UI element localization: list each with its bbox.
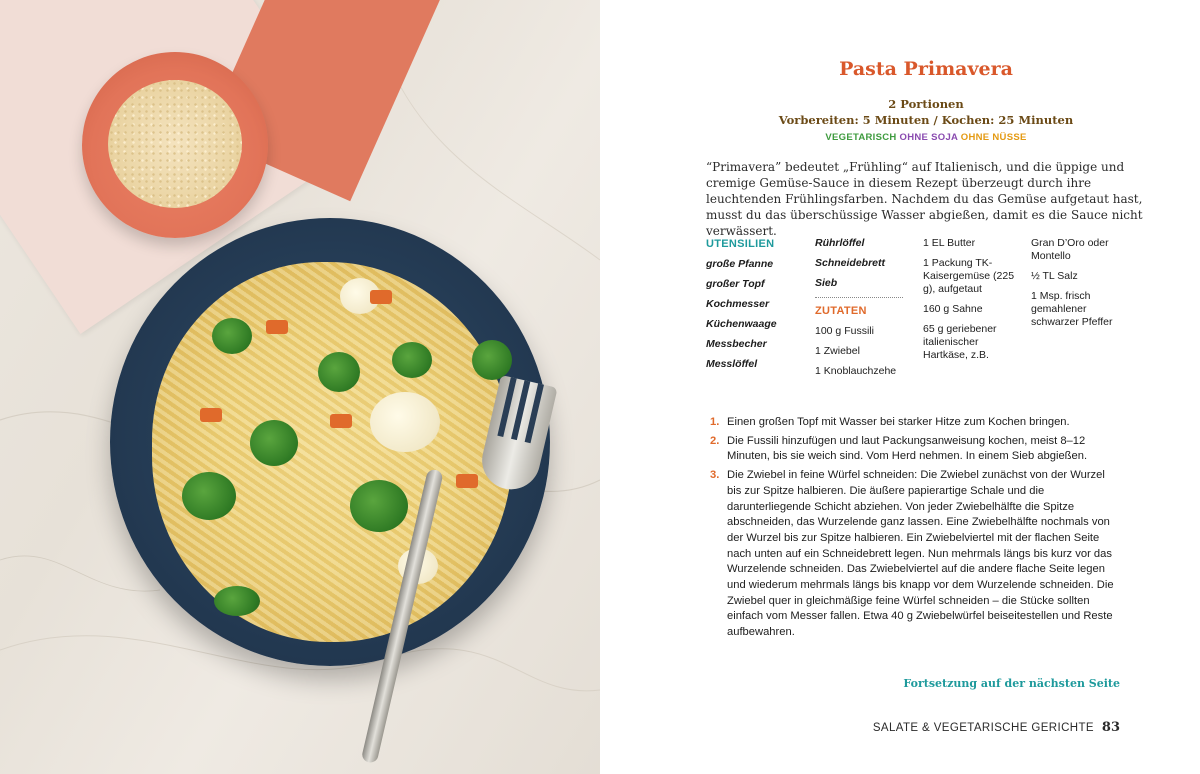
broccoli: [212, 318, 252, 354]
prep-cook-times: Vorbereiten: 5 Minuten / Kochen: 25 Minuten: [778, 113, 1074, 127]
ingredient-item: ½ TL Salz: [1031, 270, 1078, 282]
carrot: [330, 414, 352, 428]
tag-no-soy: OHNE SOJA: [899, 132, 958, 143]
step-text: Die Zwiebel in feine Würfel schneiden: Die Zwiebel zunächst von der Wurzel bis zur Spitze halbieren. Die äußere papierartige Schale und die darunterliegende Schicht abziehen. Von jeder Zwiebelhälfte die Spitze abschneiden, das Wurzelende ganz lassen. Eine Zwiebelhälfte nochmals von der Wurzel bis zur Spitze halbieren. Ein Zwiebelviertel mit der flachen Seite nach unten auf ein Schneidebrett legen. Nun mehrmals längs bis kurz vor das Wurzelende schneiden. Das Zwiebelviertel auf die andere flache Seite legen und wiederum mehrmals längs bis knapp vor dem Wurzelende schneiden. Die Zwiebel quer in gleichmäßige feine Würfel schneiden – die Stücke sollten einfach vom Messer fallen. Etwa 40 g Zwiebelwürfel beiseitestellen und Reste aufbewahren.: [727, 469, 1114, 639]
utensil-item: Küchenwaage: [706, 318, 777, 330]
carrot: [456, 474, 478, 488]
ingredient-item: 65 g geriebener italienischer Hartkäse, z.B.: [923, 323, 997, 361]
servings: 2 Portionen: [888, 97, 964, 111]
broccoli: [350, 480, 408, 532]
ingredient-item: Gran D’Oro oder Montello: [1031, 237, 1109, 262]
broccoli: [472, 340, 512, 380]
tag-vegetarian: VEGETARISCH: [825, 132, 897, 143]
step-number: 2.: [710, 434, 720, 447]
page-number: 83: [1101, 720, 1120, 735]
broccoli: [250, 420, 298, 466]
ingredient-item: 1 Packung TK-Kaisergemüse (225 g), aufgetaut: [923, 257, 1015, 295]
grated-cheese: [108, 80, 242, 208]
carrot: [266, 320, 288, 334]
ingredient-item: 160 g Sahne: [923, 303, 983, 315]
recipe-title: Pasta Primavera: [839, 58, 1013, 80]
broccoli: [318, 352, 360, 392]
pasta: [152, 262, 512, 642]
step: [710, 468, 1122, 641]
tag-no-nuts: OHNE NÜSSE: [960, 132, 1027, 143]
instructions: [710, 415, 1122, 644]
utensil-item: Messlöffel: [706, 358, 758, 370]
ingredient-item: 1 Knoblauchzehe: [815, 365, 897, 377]
broccoli: [182, 472, 236, 520]
step-text: Einen großen Topf mit Wasser bei starker Hitze zum Kochen bringen.: [727, 416, 1070, 428]
broccoli: [392, 342, 432, 378]
ingredient-item: 1 EL Butter: [923, 237, 976, 249]
utensil-item: großer Topf: [706, 278, 765, 290]
recipe-page: [600, 0, 1200, 774]
ingredients-heading: ZUTATEN: [815, 305, 867, 317]
ingredients-column-4: [1031, 237, 1131, 336]
utensil-item: Sieb: [815, 277, 838, 289]
divider: [815, 297, 903, 298]
step: [710, 415, 1122, 431]
diet-tags: [600, 132, 1200, 143]
utensil-item: Kochmesser: [706, 298, 770, 310]
broccoli: [214, 586, 260, 616]
step-number: 3.: [710, 469, 720, 482]
utensil-item: Schneidebrett: [815, 257, 886, 269]
utensils-ingredients-column-2: [815, 237, 907, 385]
utensil-item: Messbecher: [706, 338, 767, 350]
utensils-column-1: [706, 238, 810, 378]
utensil-item: Rührlöffel: [815, 237, 865, 249]
step: [710, 434, 1122, 465]
carrot: [370, 290, 392, 304]
step-number: 1.: [710, 416, 720, 428]
section-footer: SALATE & VEGETARISCHE GERICHTE: [872, 722, 1094, 734]
cauliflower: [370, 392, 440, 452]
utensils-heading: UTENSILIEN: [706, 238, 775, 250]
ingredients-column-3: [923, 237, 1023, 369]
continuation-note: Fortsetzung auf der nächsten Seite: [903, 677, 1120, 690]
intro-paragraph: “Primavera” bedeutet „Frühling“ auf Italienisch, und die üppige und cremige Gemüse-Sauce in diesem Rezept überzeugt durch ihre leuchtenden Frühlingsfarben. Nachdem du das Gemüse aufgetaut hast, musst du das überschüssige Wasser abgießen, damit es die Sauce nicht verwässert.: [706, 160, 1143, 238]
utensil-item: große Pfanne: [706, 258, 774, 270]
ingredient-item: 100 g Fussili: [815, 325, 874, 337]
ingredient-item: 1 Zwiebel: [815, 345, 860, 357]
ingredient-item: 1 Msp. frisch gemahlener schwarzer Pfeffer: [1031, 290, 1113, 328]
step-text: Die Fussili hinzufügen und laut Packungsanweisung kochen, meist 8–12 Minuten, bis sie weich sind. Vom Herd nehmen. In einem Sieb abgießen.: [727, 434, 1088, 463]
carrot: [200, 408, 222, 422]
